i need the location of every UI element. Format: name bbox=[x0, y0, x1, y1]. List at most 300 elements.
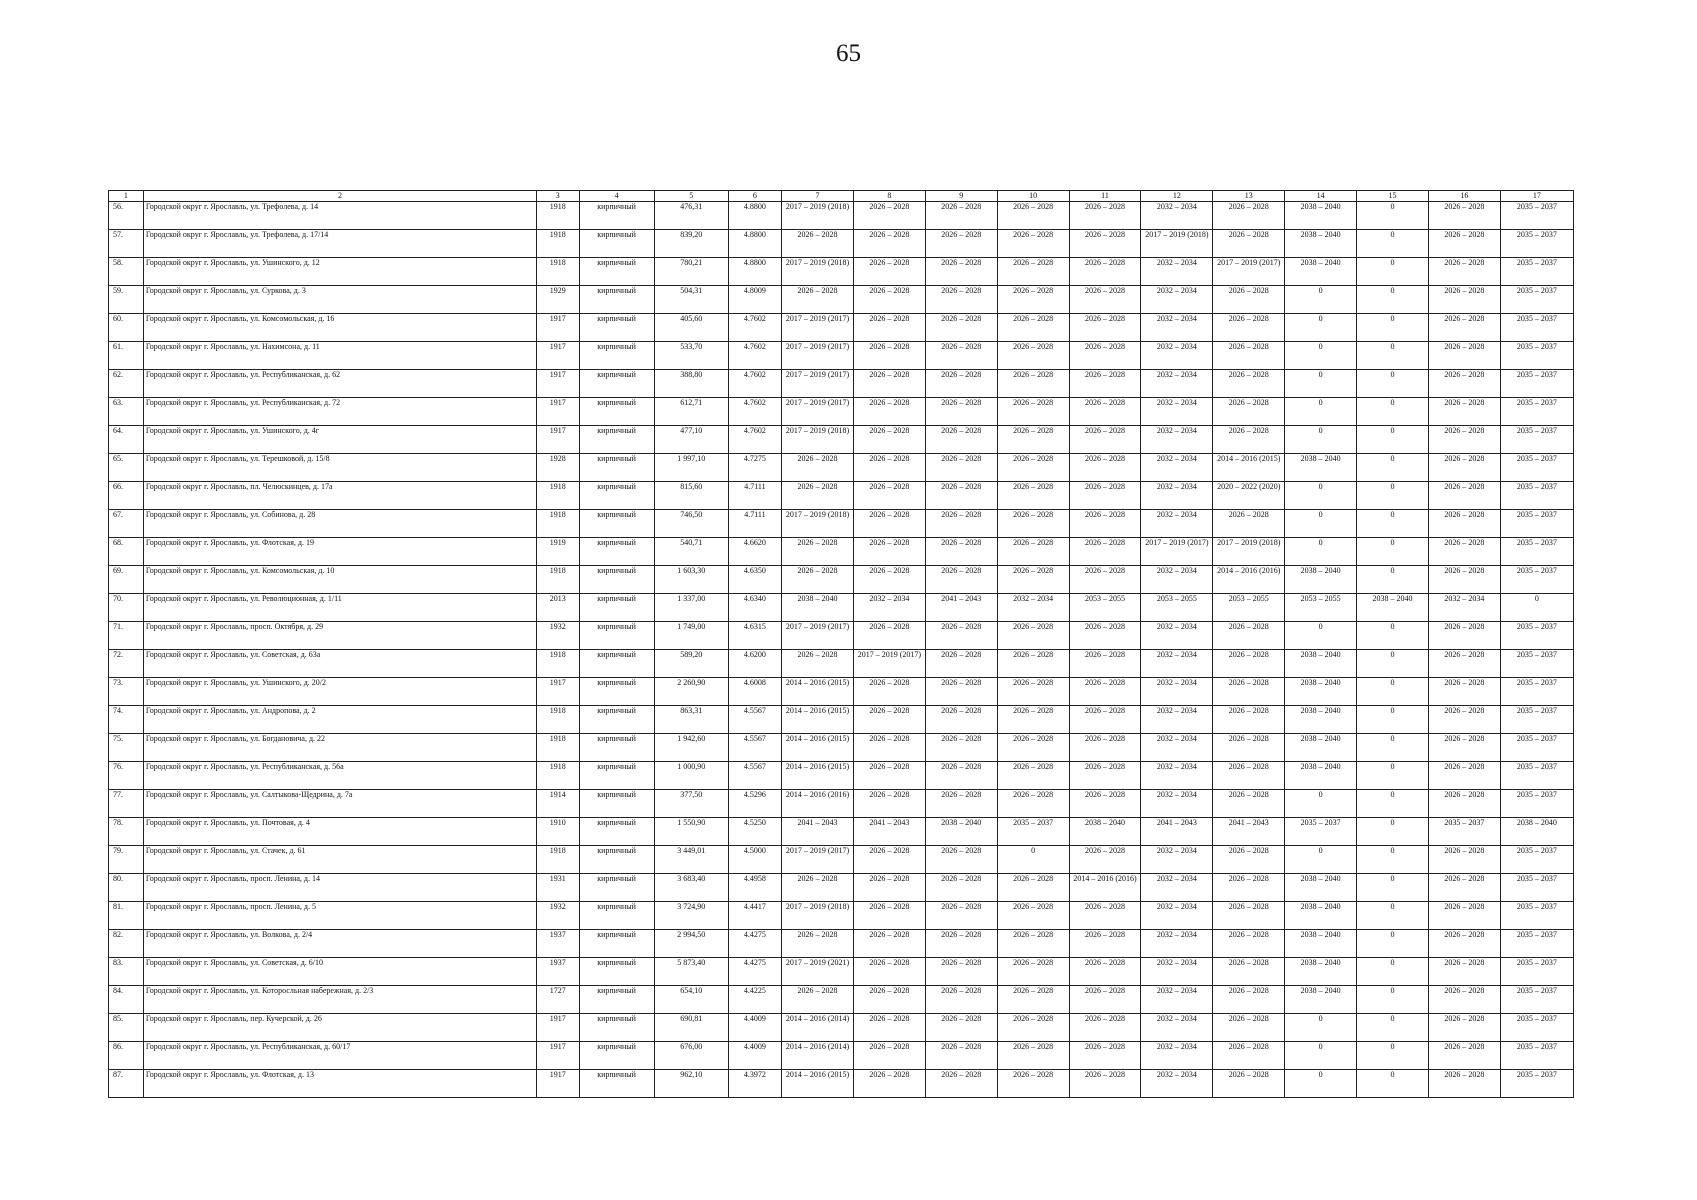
table-cell: 2041 – 2043 bbox=[1213, 818, 1285, 846]
table-cell: 2035 – 2037 bbox=[1500, 1042, 1573, 1070]
table-cell: кирпичный bbox=[579, 482, 654, 510]
page-number: 65 bbox=[836, 40, 861, 67]
table-cell: 2026 – 2028 bbox=[925, 622, 997, 650]
table-cell: 0 bbox=[1357, 930, 1429, 958]
table-row bbox=[109, 1014, 1574, 1042]
table-cell: 1 337,00 bbox=[654, 594, 728, 622]
table-cell: 0 bbox=[1357, 622, 1429, 650]
table-cell: 2014 – 2016 (2015) bbox=[782, 678, 854, 706]
table-cell: 2026 – 2028 bbox=[1069, 986, 1141, 1014]
table-cell: 71. bbox=[109, 622, 144, 650]
table-cell: 85. bbox=[109, 1014, 144, 1042]
table-cell: 4.6008 bbox=[728, 678, 781, 706]
table-cell: 2035 – 2037 bbox=[1500, 986, 1573, 1014]
table-cell: 2026 – 2028 bbox=[997, 454, 1069, 482]
table-cell: кирпичный bbox=[579, 566, 654, 594]
table-cell: 2026 – 2028 bbox=[1428, 426, 1500, 454]
table-cell: 2026 – 2028 bbox=[1213, 902, 1285, 930]
table-cell: 2026 – 2028 bbox=[1428, 370, 1500, 398]
table-cell: 1 603,30 bbox=[654, 566, 728, 594]
table-cell: 2026 – 2028 bbox=[1213, 1042, 1285, 1070]
table-cell: 2026 – 2028 bbox=[853, 790, 925, 818]
table-cell: 2026 – 2028 bbox=[997, 370, 1069, 398]
table-cell: 2026 – 2028 bbox=[997, 1070, 1069, 1098]
table-cell: 62. bbox=[109, 370, 144, 398]
table-cell: 2026 – 2028 bbox=[1069, 566, 1141, 594]
table-cell: 2026 – 2028 bbox=[925, 930, 997, 958]
table-cell: 1917 bbox=[537, 314, 579, 342]
table-cell: 1918 bbox=[537, 482, 579, 510]
table-cell: 2026 – 2028 bbox=[997, 1042, 1069, 1070]
table-cell: 1918 bbox=[537, 566, 579, 594]
table-row bbox=[109, 706, 1574, 734]
table-cell: 2026 – 2028 bbox=[1428, 202, 1500, 230]
table-cell: 2017 – 2019 (2018) bbox=[782, 902, 854, 930]
table-cell: 0 bbox=[1285, 1070, 1357, 1098]
table-cell: 2035 – 2037 bbox=[1500, 342, 1573, 370]
table-cell: Городской округ г. Ярославль, ул. Терешковой, д. 15/8 bbox=[143, 454, 536, 482]
table-cell: 2026 – 2028 bbox=[1213, 314, 1285, 342]
table-cell: 4.7602 bbox=[728, 342, 781, 370]
table-cell: 2017 – 2019 (2021) bbox=[782, 958, 854, 986]
table-row bbox=[109, 482, 1574, 510]
table-cell: 2026 – 2028 bbox=[997, 314, 1069, 342]
table-cell: 2038 – 2040 bbox=[1285, 734, 1357, 762]
table-cell: 2026 – 2028 bbox=[1213, 370, 1285, 398]
table-cell: 2026 – 2028 bbox=[782, 482, 854, 510]
table-cell: 0 bbox=[1357, 398, 1429, 426]
table-cell: 2035 – 2037 bbox=[1500, 1070, 1573, 1098]
table-cell: 2026 – 2028 bbox=[853, 1070, 925, 1098]
table-row bbox=[109, 230, 1574, 258]
table-cell: 2053 – 2055 bbox=[1213, 594, 1285, 622]
table-cell: 5 873,40 bbox=[654, 958, 728, 986]
table-cell: 2026 – 2028 bbox=[1213, 678, 1285, 706]
table-cell: 0 bbox=[1285, 790, 1357, 818]
table-cell: 4.3972 bbox=[728, 1070, 781, 1098]
table-cell: 2026 – 2028 bbox=[1213, 622, 1285, 650]
table-cell: Городской округ г. Ярославль, ул. Нахимсона, д. 11 bbox=[143, 342, 536, 370]
table-cell: кирпичный bbox=[579, 678, 654, 706]
table-cell: 2026 – 2028 bbox=[1428, 958, 1500, 986]
table-cell: 2026 – 2028 bbox=[853, 986, 925, 1014]
table-cell: 2026 – 2028 bbox=[782, 650, 854, 678]
table-cell: 69. bbox=[109, 566, 144, 594]
table-cell: кирпичный bbox=[579, 622, 654, 650]
table-cell: 2035 – 2037 bbox=[1500, 454, 1573, 482]
table-cell: 1937 bbox=[537, 930, 579, 958]
table-cell: 1918 bbox=[537, 706, 579, 734]
table-cell: 0 bbox=[1285, 426, 1357, 454]
table-cell: 0 bbox=[1357, 902, 1429, 930]
table-cell: Городской округ г. Ярославль, ул. Трефолева, д. 17/14 bbox=[143, 230, 536, 258]
table-cell: 4.6340 bbox=[728, 594, 781, 622]
table-cell: 80. bbox=[109, 874, 144, 902]
table-cell: 74. bbox=[109, 706, 144, 734]
table-cell: 4.7602 bbox=[728, 398, 781, 426]
table-cell: 4.8800 bbox=[728, 258, 781, 286]
table-cell: 2032 – 2034 bbox=[1141, 510, 1213, 538]
table-cell: Городской округ г. Ярославль, ул. Суркова, д. 3 bbox=[143, 286, 536, 314]
table-cell: 2026 – 2028 bbox=[853, 202, 925, 230]
table-cell: 2032 – 2034 bbox=[1141, 454, 1213, 482]
table-cell: 2026 – 2028 bbox=[997, 734, 1069, 762]
table-cell: 2017 – 2019 (2018) bbox=[782, 202, 854, 230]
column-header: 1 bbox=[109, 191, 144, 202]
table-cell: 0 bbox=[1357, 482, 1429, 510]
table-cell: Городской округ г. Ярославль, ул. Комсомольская, д. 16 bbox=[143, 314, 536, 342]
table-cell: 2026 – 2028 bbox=[997, 650, 1069, 678]
table-cell: 2 260,90 bbox=[654, 678, 728, 706]
table-cell: 839,20 bbox=[654, 230, 728, 258]
table-cell: кирпичный bbox=[579, 902, 654, 930]
table-cell: 612,71 bbox=[654, 398, 728, 426]
table-cell: 86. bbox=[109, 1042, 144, 1070]
table-cell: 1917 bbox=[537, 398, 579, 426]
table-cell: 2032 – 2034 bbox=[853, 594, 925, 622]
table-cell: 1727 bbox=[537, 986, 579, 1014]
table-cell: 1 942,60 bbox=[654, 734, 728, 762]
table-cell: 1 997,10 bbox=[654, 454, 728, 482]
table-cell: 2053 – 2055 bbox=[1069, 594, 1141, 622]
table-cell: 2026 – 2028 bbox=[925, 454, 997, 482]
register-table bbox=[108, 190, 1574, 1098]
table-cell: 2026 – 2028 bbox=[1069, 342, 1141, 370]
table-cell: 2017 – 2019 (2017) bbox=[782, 622, 854, 650]
table-cell: 2035 – 2037 bbox=[1500, 622, 1573, 650]
table-cell: 2032 – 2034 bbox=[1141, 762, 1213, 790]
table-cell: 2035 – 2037 bbox=[1500, 398, 1573, 426]
table-cell: 2026 – 2028 bbox=[925, 790, 997, 818]
table-cell: 2035 – 2037 bbox=[1500, 258, 1573, 286]
table-cell: 1917 bbox=[537, 1070, 579, 1098]
table-cell: 0 bbox=[1357, 370, 1429, 398]
table-cell: 2014 – 2016 (2014) bbox=[782, 1042, 854, 1070]
table-cell: 863,31 bbox=[654, 706, 728, 734]
table-cell: 2026 – 2028 bbox=[925, 1042, 997, 1070]
table-cell: 4.4009 bbox=[728, 1042, 781, 1070]
table-cell: 81. bbox=[109, 902, 144, 930]
table-cell: 2026 – 2028 bbox=[1428, 622, 1500, 650]
table-cell: 589,20 bbox=[654, 650, 728, 678]
table-row bbox=[109, 790, 1574, 818]
table-cell: 67. bbox=[109, 510, 144, 538]
table-cell: кирпичный bbox=[579, 538, 654, 566]
table-cell: 2038 – 2040 bbox=[1285, 202, 1357, 230]
table-cell: кирпичный bbox=[579, 230, 654, 258]
table-cell: 2013 bbox=[537, 594, 579, 622]
table-cell: 0 bbox=[1357, 846, 1429, 874]
table-row bbox=[109, 986, 1574, 1014]
table-cell: 2032 – 2034 bbox=[1141, 482, 1213, 510]
table-cell: 477,10 bbox=[654, 426, 728, 454]
column-header: 6 bbox=[728, 191, 781, 202]
table-cell: 2017 – 2019 (2017) bbox=[782, 398, 854, 426]
table-cell: 57. bbox=[109, 230, 144, 258]
table-cell: 4.7602 bbox=[728, 314, 781, 342]
table-cell: 2035 – 2037 bbox=[1500, 482, 1573, 510]
table-cell: 2026 – 2028 bbox=[1213, 1014, 1285, 1042]
table-cell: 2032 – 2034 bbox=[1141, 930, 1213, 958]
table-cell: 4.8800 bbox=[728, 202, 781, 230]
table-cell: 2026 – 2028 bbox=[1069, 286, 1141, 314]
table-cell: 2038 – 2040 bbox=[782, 594, 854, 622]
table-cell: 4.6350 bbox=[728, 566, 781, 594]
table-cell: 2026 – 2028 bbox=[853, 454, 925, 482]
table-row bbox=[109, 958, 1574, 986]
table-cell: 2026 – 2028 bbox=[1213, 706, 1285, 734]
table-cell: кирпичный bbox=[579, 818, 654, 846]
table-cell: 1 000,90 bbox=[654, 762, 728, 790]
table-cell: 2026 – 2028 bbox=[997, 510, 1069, 538]
table-cell: 2014 – 2016 (2015) bbox=[1213, 454, 1285, 482]
table-cell: 84. bbox=[109, 986, 144, 1014]
table-cell: 0 bbox=[1285, 398, 1357, 426]
table-cell: кирпичный bbox=[579, 342, 654, 370]
table-cell: 2038 – 2040 bbox=[1285, 930, 1357, 958]
table-cell: 2026 – 2028 bbox=[997, 258, 1069, 286]
table-cell: 1932 bbox=[537, 622, 579, 650]
table-cell: 2026 – 2028 bbox=[925, 342, 997, 370]
table-cell: 2026 – 2028 bbox=[853, 286, 925, 314]
table-cell: 2014 – 2016 (2016) bbox=[1213, 566, 1285, 594]
table-cell: 2035 – 2037 bbox=[1500, 874, 1573, 902]
table-cell: 2026 – 2028 bbox=[853, 370, 925, 398]
table-cell: 2026 – 2028 bbox=[1428, 790, 1500, 818]
table-cell: 2026 – 2028 bbox=[997, 874, 1069, 902]
table-cell: 1928 bbox=[537, 454, 579, 482]
table-cell: 2017 – 2019 (2018) bbox=[1213, 538, 1285, 566]
table-cell: 2035 – 2037 bbox=[1500, 426, 1573, 454]
table-row bbox=[109, 846, 1574, 874]
table-cell: 83. bbox=[109, 958, 144, 986]
table-cell: 1917 bbox=[537, 426, 579, 454]
table-cell: 0 bbox=[1357, 426, 1429, 454]
table-cell: 2032 – 2034 bbox=[1141, 258, 1213, 286]
table-cell: 2026 – 2028 bbox=[853, 958, 925, 986]
table-cell: 2053 – 2055 bbox=[1141, 594, 1213, 622]
table-cell: 2032 – 2034 bbox=[1141, 986, 1213, 1014]
table-cell: 2032 – 2034 bbox=[1141, 678, 1213, 706]
table-cell: 2026 – 2028 bbox=[1069, 678, 1141, 706]
table-cell: 4.5296 bbox=[728, 790, 781, 818]
table-cell: 0 bbox=[1285, 1042, 1357, 1070]
table-cell: 676,00 bbox=[654, 1042, 728, 1070]
table-cell: 2026 – 2028 bbox=[1428, 566, 1500, 594]
table-cell: 4.4958 bbox=[728, 874, 781, 902]
table-cell: 4.7602 bbox=[728, 370, 781, 398]
table-cell: 533,70 bbox=[654, 342, 728, 370]
table-cell: 2026 – 2028 bbox=[1069, 426, 1141, 454]
table-cell: 2017 – 2019 (2018) bbox=[782, 258, 854, 286]
table-cell: 3 683,40 bbox=[654, 874, 728, 902]
table-cell: 4.4275 bbox=[728, 930, 781, 958]
table-cell: 0 bbox=[1285, 286, 1357, 314]
table-cell: 2026 – 2028 bbox=[1428, 846, 1500, 874]
table-cell: 2032 – 2034 bbox=[997, 594, 1069, 622]
table-cell: 2026 – 2028 bbox=[1428, 538, 1500, 566]
table-cell: 1918 bbox=[537, 258, 579, 286]
table-row bbox=[109, 202, 1574, 230]
table-cell: 1918 bbox=[537, 650, 579, 678]
table-cell: 60. bbox=[109, 314, 144, 342]
table-cell: 2026 – 2028 bbox=[1213, 734, 1285, 762]
table-cell: 2014 – 2016 (2015) bbox=[782, 1070, 854, 1098]
table-cell: 2032 – 2034 bbox=[1141, 398, 1213, 426]
table-cell: 2041 – 2043 bbox=[1141, 818, 1213, 846]
table-cell: 2026 – 2028 bbox=[853, 342, 925, 370]
column-header: 8 bbox=[853, 191, 925, 202]
table-cell: 2026 – 2028 bbox=[1213, 790, 1285, 818]
table-cell: 2026 – 2028 bbox=[997, 790, 1069, 818]
table-cell: кирпичный bbox=[579, 762, 654, 790]
table-cell: 2026 – 2028 bbox=[925, 286, 997, 314]
table-cell: 388,80 bbox=[654, 370, 728, 398]
table-cell: 0 bbox=[1285, 342, 1357, 370]
table-cell: 2035 – 2037 bbox=[1500, 762, 1573, 790]
table-cell: 0 bbox=[1357, 510, 1429, 538]
table-cell: 2035 – 2037 bbox=[1500, 286, 1573, 314]
table-row bbox=[109, 454, 1574, 482]
table-cell: 2026 – 2028 bbox=[1213, 846, 1285, 874]
table-cell: 962,10 bbox=[654, 1070, 728, 1098]
table-cell: 2026 – 2028 bbox=[1213, 958, 1285, 986]
table-cell: 2035 – 2037 bbox=[1500, 734, 1573, 762]
table-cell: Городской округ г. Ярославль, ул. Волкова, д. 2/4 bbox=[143, 930, 536, 958]
table-cell: 2053 – 2055 bbox=[1285, 594, 1357, 622]
table-cell: 2035 – 2037 bbox=[1500, 790, 1573, 818]
table-cell: 2017 – 2019 (2017) bbox=[1141, 538, 1213, 566]
table-cell: 2014 – 2016 (2016) bbox=[782, 790, 854, 818]
table-cell: 780,21 bbox=[654, 258, 728, 286]
table-cell: 2038 – 2040 bbox=[1285, 454, 1357, 482]
table-cell: 1917 bbox=[537, 342, 579, 370]
table-cell: 2035 – 2037 bbox=[1500, 958, 1573, 986]
column-header: 14 bbox=[1285, 191, 1357, 202]
table-cell: Городской округ г. Ярославль, ул. Которосльная набережная, д. 2/3 bbox=[143, 986, 536, 1014]
table-cell: 0 bbox=[1357, 986, 1429, 1014]
table-cell: 2032 – 2034 bbox=[1141, 426, 1213, 454]
table-cell: 2026 – 2028 bbox=[997, 678, 1069, 706]
table-cell: кирпичный bbox=[579, 258, 654, 286]
table-cell: Городской округ г. Ярославль, ул. Ушинского, д. 12 bbox=[143, 258, 536, 286]
column-header: 7 bbox=[782, 191, 854, 202]
table-cell: 0 bbox=[1500, 594, 1573, 622]
table-cell: 2026 – 2028 bbox=[1213, 426, 1285, 454]
table-cell: 746,50 bbox=[654, 510, 728, 538]
table-cell: 3 449,01 bbox=[654, 846, 728, 874]
table-cell: 0 bbox=[1357, 790, 1429, 818]
table-cell: 0 bbox=[1357, 342, 1429, 370]
table-cell: 2026 – 2028 bbox=[997, 706, 1069, 734]
column-header: 15 bbox=[1357, 191, 1429, 202]
table-cell: 1910 bbox=[537, 818, 579, 846]
column-header: 10 bbox=[997, 191, 1069, 202]
table-cell: 2026 – 2028 bbox=[925, 510, 997, 538]
table-cell: кирпичный bbox=[579, 958, 654, 986]
table-cell: 2032 – 2034 bbox=[1141, 1070, 1213, 1098]
table-cell: кирпичный bbox=[579, 594, 654, 622]
table-cell: 0 bbox=[1357, 678, 1429, 706]
table-cell: 4.6200 bbox=[728, 650, 781, 678]
table-cell: кирпичный bbox=[579, 986, 654, 1014]
table-cell: 2026 – 2028 bbox=[1428, 1042, 1500, 1070]
table-cell: Городской округ г. Ярославль, ул. Ушинского, д. 4г bbox=[143, 426, 536, 454]
table-cell: 2026 – 2028 bbox=[853, 734, 925, 762]
table-cell: 2026 – 2028 bbox=[853, 902, 925, 930]
table-cell: 0 bbox=[1357, 874, 1429, 902]
table-cell: 2026 – 2028 bbox=[782, 930, 854, 958]
column-header: 2 bbox=[143, 191, 536, 202]
table-cell: 2026 – 2028 bbox=[1069, 398, 1141, 426]
column-header: 11 bbox=[1069, 191, 1141, 202]
table-cell: 2017 – 2019 (2017) bbox=[782, 846, 854, 874]
table-cell: 4.8800 bbox=[728, 230, 781, 258]
table-cell: 1917 bbox=[537, 678, 579, 706]
table-cell: кирпичный bbox=[579, 1042, 654, 1070]
table-cell: 405,60 bbox=[654, 314, 728, 342]
table-cell: 2026 – 2028 bbox=[1069, 734, 1141, 762]
table-cell: 2035 – 2037 bbox=[1500, 510, 1573, 538]
table-cell: 2032 – 2034 bbox=[1141, 1042, 1213, 1070]
table-cell: 2032 – 2034 bbox=[1141, 902, 1213, 930]
table-cell: 2026 – 2028 bbox=[925, 734, 997, 762]
table-cell: 2026 – 2028 bbox=[997, 230, 1069, 258]
table-cell: 2038 – 2040 bbox=[1285, 902, 1357, 930]
table-cell: 2026 – 2028 bbox=[1428, 734, 1500, 762]
table-cell: 2035 – 2037 bbox=[1500, 566, 1573, 594]
table-cell: 2035 – 2037 bbox=[1500, 538, 1573, 566]
table-cell: 4.5250 bbox=[728, 818, 781, 846]
table-cell: 4.6620 bbox=[728, 538, 781, 566]
table-cell: 0 bbox=[1285, 510, 1357, 538]
table-cell: 690,81 bbox=[654, 1014, 728, 1042]
table-cell: 2017 – 2019 (2017) bbox=[1213, 258, 1285, 286]
table-cell: 2026 – 2028 bbox=[1069, 958, 1141, 986]
column-number-header bbox=[109, 191, 1574, 202]
table-cell: 1919 bbox=[537, 538, 579, 566]
table-cell: 2026 – 2028 bbox=[1213, 650, 1285, 678]
table-cell: 2035 – 2037 bbox=[1500, 314, 1573, 342]
table-cell: 2026 – 2028 bbox=[925, 846, 997, 874]
table-cell: 2026 – 2028 bbox=[1069, 1070, 1141, 1098]
table-cell: 0 bbox=[1357, 314, 1429, 342]
table-cell: 2038 – 2040 bbox=[1285, 258, 1357, 286]
table-cell: 0 bbox=[997, 846, 1069, 874]
table-cell: 2026 – 2028 bbox=[1069, 790, 1141, 818]
table-cell: 73. bbox=[109, 678, 144, 706]
table-cell: кирпичный bbox=[579, 1070, 654, 1098]
table-cell: 2014 – 2016 (2016) bbox=[1069, 874, 1141, 902]
table-cell: 2026 – 2028 bbox=[1428, 314, 1500, 342]
table-cell: 2026 – 2028 bbox=[925, 538, 997, 566]
table-cell: 2026 – 2028 bbox=[1428, 678, 1500, 706]
table-cell: 2026 – 2028 bbox=[997, 398, 1069, 426]
table-cell: 2038 – 2040 bbox=[1357, 594, 1429, 622]
table-cell: 2026 – 2028 bbox=[853, 706, 925, 734]
table-cell: 2032 – 2034 bbox=[1141, 342, 1213, 370]
table-cell: кирпичный bbox=[579, 370, 654, 398]
table-cell: 0 bbox=[1357, 762, 1429, 790]
table-cell: 2026 – 2028 bbox=[782, 874, 854, 902]
table-cell: 2035 – 2037 bbox=[1500, 930, 1573, 958]
table-cell: 0 bbox=[1357, 230, 1429, 258]
table-cell: 1918 bbox=[537, 202, 579, 230]
table-cell: 58. bbox=[109, 258, 144, 286]
table-cell: 2026 – 2028 bbox=[853, 1042, 925, 1070]
table-cell: 2017 – 2019 (2017) bbox=[782, 342, 854, 370]
table-cell: 1929 bbox=[537, 286, 579, 314]
